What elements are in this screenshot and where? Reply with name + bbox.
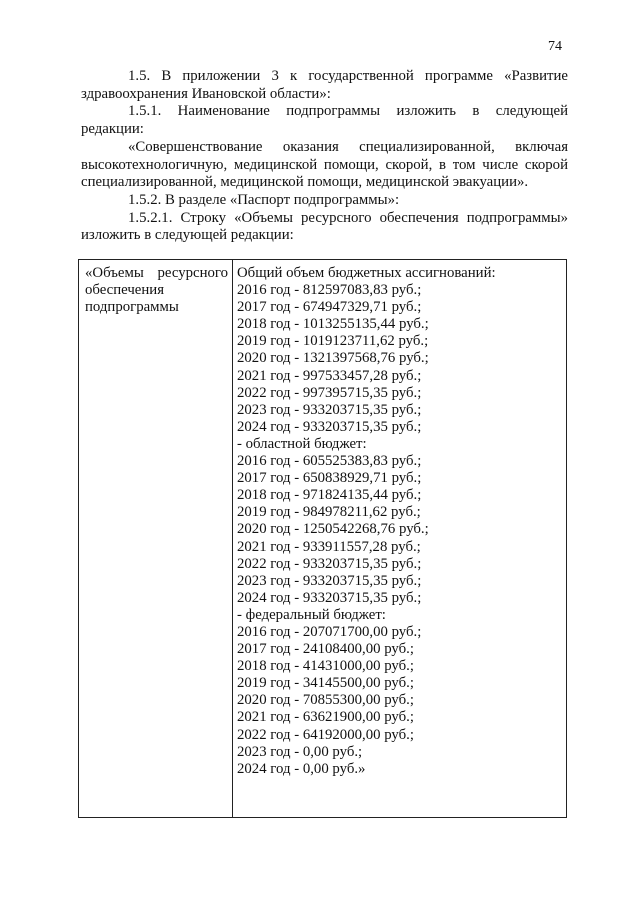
paragraph-1-5-1: 1.5.1. Наименование подпрограммы изложить в следующей редакции: [81, 103, 568, 138]
body-text [81, 68, 568, 245]
budget-line: 2018 год - 41431000,00 руб.; [237, 658, 414, 675]
left-cell-line: обеспечения [85, 282, 165, 299]
table-column-divider [232, 260, 233, 817]
budget-line: - федеральный бюджет: [237, 606, 386, 623]
budget-line: 2017 год - 24108400,00 руб.; [237, 641, 414, 658]
budget-line: 2023 год - 933203715,35 руб.; [237, 401, 422, 418]
budget-line: 2019 год - 984978211,62 руб.; [237, 504, 421, 521]
budget-line: 2019 год - 1019123711,62 руб.; [237, 333, 429, 350]
budget-line: 2020 год - 1321397568,76 руб.; [237, 350, 429, 367]
budget-line: 2017 год - 650838929,71 руб.; [237, 470, 422, 487]
budget-line: 2023 год - 933203715,35 руб.; [237, 572, 422, 589]
left-cell-line: подпрограммы [85, 299, 179, 316]
budget-line: 2020 год - 70855300,00 руб.; [237, 692, 414, 709]
budget-line: 2024 год - 933203715,35 руб.; [237, 589, 422, 606]
budget-line: 2022 год - 997395715,35 руб.; [237, 384, 422, 401]
budget-line: 2021 год - 933911557,28 руб.; [237, 538, 421, 555]
budget-line: 2016 год - 605525383,83 руб.; [237, 453, 422, 470]
budget-line: 2019 год - 34145500,00 руб.; [237, 675, 414, 692]
budget-line: 2016 год - 812597083,83 руб.; [237, 282, 422, 299]
paragraph-1-5-2-1: 1.5.2.1. Строку «Объемы ресурсного обеспечения подпрограммы» изложить в следующей редакции: [81, 209, 568, 244]
paragraph-1-5-2: 1.5.2. В разделе «Паспорт подпрограммы»: [128, 191, 400, 208]
table-left-cell [85, 265, 228, 317]
budget-line: 2017 год - 674947329,71 руб.; [237, 299, 422, 316]
budget-line: - областной бюджет: [237, 435, 367, 452]
paragraph-subprogram-name: «Совершенствование оказания специализированной, включая высокотехнологичную, медицинской помощи, скорой, в том числе скорой специализированной, медицинской помощи, медицинской эвакуации». [81, 138, 568, 191]
budget-line: 2022 год - 64192000,00 руб.; [237, 726, 414, 743]
budget-line: Общий объем бюджетных ассигнований: [237, 265, 496, 281]
budget-line: 2018 год - 1013255135,44 руб.; [237, 316, 429, 333]
paragraph-1-5: 1.5. В приложении 3 к государственной программе «Развитие здравоохранения Ивановской области»: [81, 68, 568, 102]
budget-line: 2024 год - 933203715,35 руб.; [237, 418, 422, 435]
table-right-cell [237, 265, 557, 778]
budget-line: 2018 год - 971824135,44 руб.; [237, 487, 422, 504]
left-cell-line: «Объемы ресурсного [85, 265, 228, 281]
page-number: 74 [548, 39, 562, 54]
budget-line: 2016 год - 207071700,00 руб.; [237, 623, 422, 640]
budget-line: 2021 год - 997533457,28 руб.; [237, 367, 422, 384]
budget-line: 2021 год - 63621900,00 руб.; [237, 709, 414, 726]
funding-table [78, 259, 567, 818]
budget-line: 2024 год - 0,00 руб.» [237, 760, 366, 777]
budget-line: 2023 год - 0,00 руб.; [237, 743, 363, 760]
budget-line: 2020 год - 1250542268,76 руб.; [237, 521, 429, 538]
budget-line: 2022 год - 933203715,35 руб.; [237, 555, 422, 572]
